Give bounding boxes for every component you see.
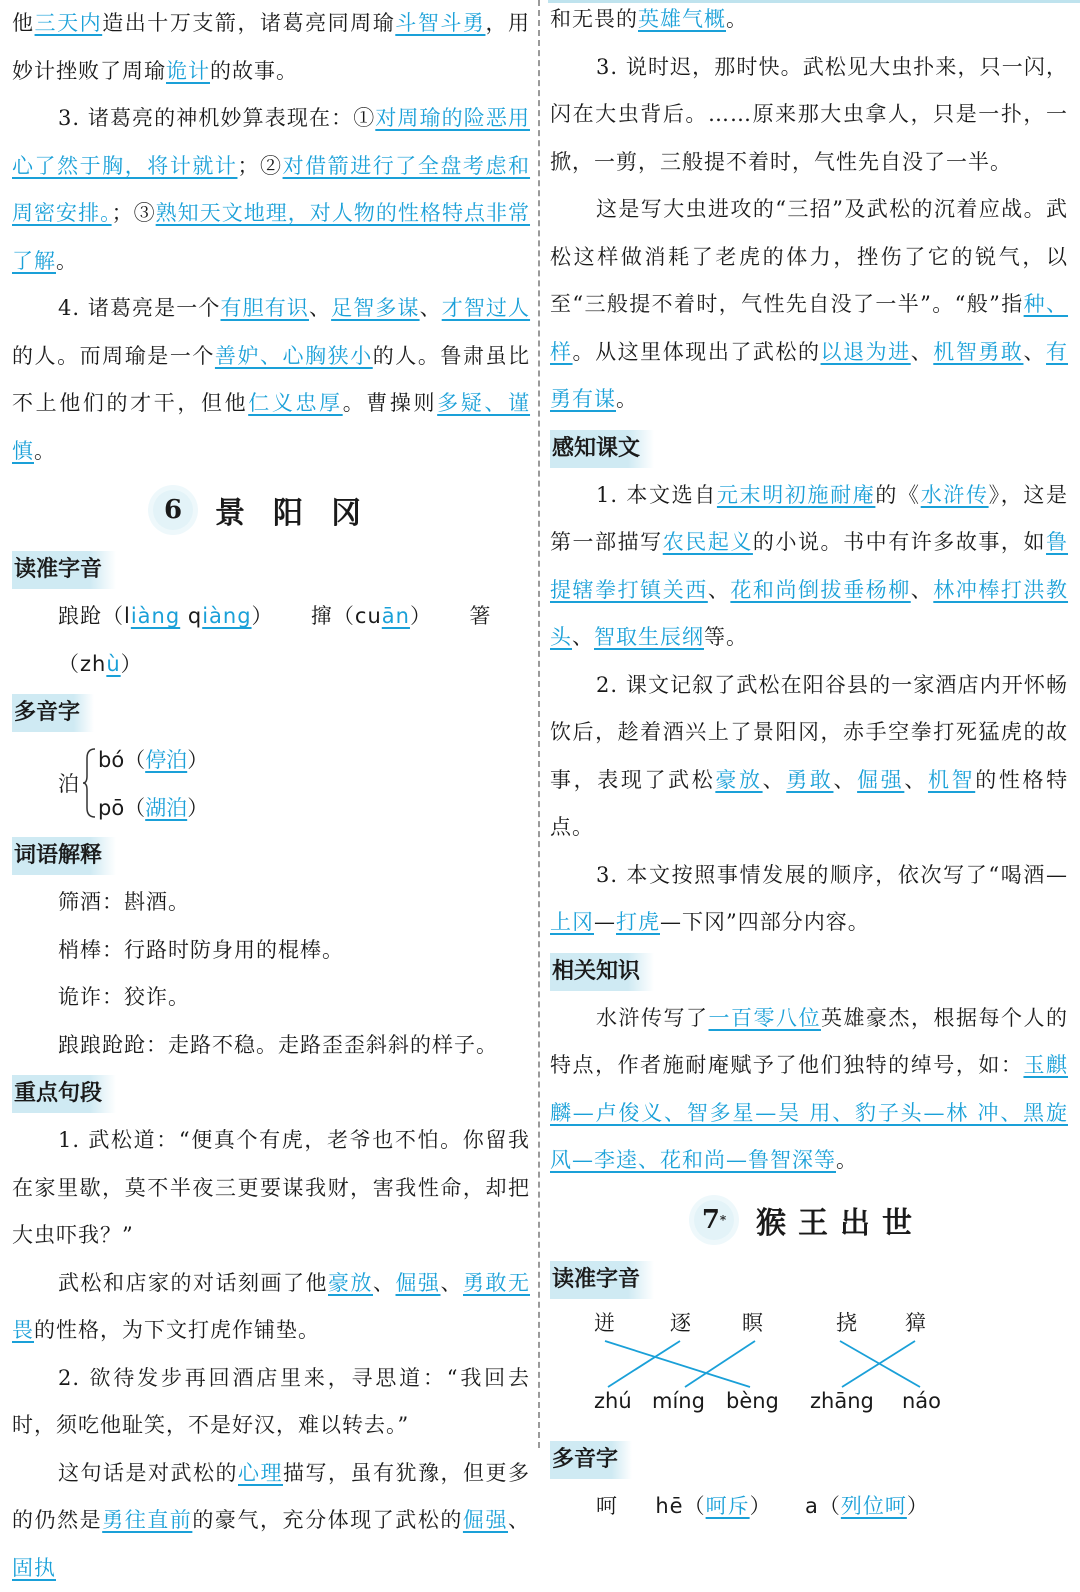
match-char: 瞑 <box>742 1307 763 1337</box>
text: 1. 本文选自 <box>596 483 717 507</box>
paragraph-item-4 <box>12 285 530 475</box>
section-heading-perceive <box>550 430 654 468</box>
answer-blank: 善妒、心胸狭小 <box>215 344 373 368</box>
text: 、 <box>373 1271 396 1295</box>
reading-1 <box>98 744 208 774</box>
answer-blank: 倔强 <box>857 768 904 792</box>
answer-blank: 倔强 <box>463 1508 508 1532</box>
text: 、 <box>708 578 731 602</box>
section-label: 相关知识 <box>552 959 640 984</box>
text: 、 <box>309 296 331 320</box>
text: 。曹操则 <box>343 391 437 415</box>
answer-blank: 湖泊 <box>145 796 187 820</box>
match-pinyin: zhú <box>594 1389 632 1413</box>
answer-blank: 对周瑜的险恶用心了然于胸，将计就计 <box>12 106 530 178</box>
answer-blank: 元末明初施耐庵 <box>717 483 875 507</box>
text: 的人。鲁肃虽比不上他们的才干，但他 <box>12 344 530 416</box>
match-char: 挠 <box>836 1307 857 1337</box>
answer-blank: 鲁提辖拳打镇关西 <box>550 530 1068 602</box>
text: q <box>180 604 202 628</box>
paragraph-item-3 <box>12 95 530 285</box>
match-char: 逐 <box>670 1307 691 1337</box>
text: ；③ <box>112 201 156 225</box>
answer-blank: 心理 <box>238 1461 283 1485</box>
text: 造出十万支箭，诸葛亮同周瑜 <box>102 11 395 35</box>
related-knowledge <box>550 995 1068 1185</box>
text: 4. 诸葛亮是一个 <box>58 296 221 320</box>
section-label: 词语解释 <box>14 843 102 868</box>
text: 。 <box>616 387 638 411</box>
answer-blank: 豪放 <box>328 1271 373 1295</box>
answer-blank: ù <box>106 652 120 676</box>
answer-blank: 林冲棒打洪教头 <box>550 578 1068 650</box>
reading-2 <box>98 792 208 822</box>
text: ） <box>750 1494 772 1518</box>
polyphone-char: 呵 <box>596 1494 618 1518</box>
section-label: 读准字音 <box>14 557 102 582</box>
lesson-name: 猴王出世 <box>756 1198 924 1242</box>
text: 这是写大虫进攻的“三招”及武松的沉着应战。武松这样做消耗了老虎的体力，挫伤了它的锐气，以至“三般提不着时，气性先自没了一半”。“般”指 <box>550 197 1068 316</box>
right-column <box>550 0 1068 1530</box>
text: 3. 诸葛亮的神机妙算表现在：① <box>58 106 375 130</box>
section-heading-polyphone-7 <box>550 1441 632 1479</box>
lesson-7-title <box>550 1185 1068 1255</box>
text: 、 <box>911 578 934 602</box>
text: hē（ <box>655 1494 705 1518</box>
lesson-number: 6 <box>164 495 182 525</box>
answer-blank: 足智多谋 <box>331 296 419 320</box>
text: 。 <box>56 249 78 273</box>
text: ） <box>121 652 143 676</box>
answer-blank: 对借箭进行了全盘考虑和周密安排。 <box>12 154 530 226</box>
text: 2. 课文记叙了武松在阳谷县的一家酒店内开怀畅饮后，趁着酒兴上了景阳冈，赤手空拳打死猛虎的故事，表现了武松 <box>550 673 1068 792</box>
answer-blank: 机智 <box>928 768 975 792</box>
polyphone-char: 泊 <box>58 768 79 798</box>
answer-blank: 斗智斗勇 <box>395 11 485 35</box>
text: 他 <box>12 11 35 35</box>
answer-blank: 勇敢无畏 <box>12 1271 530 1343</box>
answer-blank: 一百零八位 <box>709 1006 822 1030</box>
text: bó（ <box>98 748 145 772</box>
answer-blank: ān <box>382 604 410 628</box>
answer-blank: 种、样 <box>550 292 1068 364</box>
answer-blank: 玉麒麟—卢俊义、智多星—吴 用、豹子头—林 冲、黑旋风—李逵、花和尚—鲁智深等 <box>550 1053 1068 1172</box>
answer-blank: 农民起义 <box>663 530 753 554</box>
text: （cu <box>333 604 382 628</box>
polyphone-row-7 <box>550 1483 1068 1531</box>
text: 的性格，为下文打虎作铺垫。 <box>34 1318 320 1342</box>
section-label: 感知课文 <box>552 436 640 461</box>
key-passage-3: 3. 说时迟，那时快。武松见大虫扑来，只一闪，闪在大虫背后。……原来那大虫拿人，只是一扑，一掀，一剪，三般提不着时，气性先自没了一半。 <box>550 44 1068 187</box>
text: 。从这里体现出了武松的 <box>573 340 821 364</box>
paragraph-story-summary <box>12 0 530 95</box>
answer-blank: 以退为进 <box>821 340 911 364</box>
reading-1 <box>655 1494 771 1518</box>
text: 、 <box>441 1271 464 1295</box>
section-label: 读准字音 <box>552 1267 640 1292</box>
text: pō（ <box>98 796 145 820</box>
text: ，用妙计挫败了周瑜 <box>12 11 530 83</box>
text: 的《 <box>875 483 920 507</box>
match-char: 迸 <box>594 1307 615 1337</box>
answer-blank: 水浒传 <box>921 483 989 507</box>
answer-blank: 三天内 <box>35 11 103 35</box>
lesson-number-badge <box>694 1200 734 1240</box>
match-char: 獐 <box>905 1307 926 1337</box>
paragraph-continued <box>550 0 1068 44</box>
text: 描写，虽有犹豫，但更多的仍然是 <box>12 1461 530 1533</box>
answer-blank: 豪放 <box>715 768 762 792</box>
text: ） <box>907 1494 929 1518</box>
match-pinyin: zhāng <box>810 1389 874 1413</box>
text: 武松和店家的对话刻画了他 <box>58 1271 328 1295</box>
answer-blank: 诡计 <box>166 59 210 83</box>
pinyin <box>102 604 274 628</box>
pinyin <box>333 604 432 628</box>
text: 、 <box>911 340 934 364</box>
text: 、 <box>572 625 594 649</box>
text: 的小说。书中有许多故事，如 <box>753 530 1046 554</box>
lesson-name: 景阳冈 <box>215 488 389 532</box>
text: a（ <box>805 1494 841 1518</box>
answer-blank: 呵斥 <box>706 1494 750 1518</box>
word: 箸 <box>469 604 491 628</box>
word: 撺 <box>311 604 333 628</box>
answer-blank: 智取生辰纲 <box>594 625 704 649</box>
text: （l <box>102 604 131 628</box>
text: 、 <box>763 768 787 792</box>
answer-blank: iàng <box>202 604 251 628</box>
answer-blank: 花和尚倒拔垂杨柳 <box>730 578 910 602</box>
section-heading-pronunciation <box>12 551 116 589</box>
text: 的性格特点。 <box>550 768 1068 840</box>
reading-2 <box>805 1494 929 1518</box>
match-pinyin: míng <box>652 1389 705 1413</box>
text: 》，这是第一部描写 <box>550 483 1068 555</box>
answer-blank: 打虎 <box>616 910 660 934</box>
word: 踉跄 <box>58 604 102 628</box>
answer-blank: 停泊 <box>145 748 187 772</box>
answer-blank: 熟知天文地理，对人物的性格特点非常了解 <box>12 201 530 273</box>
column-divider <box>538 0 540 1448</box>
text: ；② <box>237 154 282 178</box>
lesson-number: 7 <box>702 1205 720 1235</box>
pinyin <box>58 652 143 676</box>
text: （zh <box>58 652 106 676</box>
text: 、 <box>833 768 857 792</box>
answer-blank: 倔强 <box>396 1271 441 1295</box>
text: 、 <box>508 1508 530 1532</box>
answer-blank: 勇敢 <box>786 768 833 792</box>
key-passage-3-comment <box>550 186 1068 424</box>
text: —下冈”四部分内容。 <box>660 910 870 934</box>
text: 、 <box>904 768 928 792</box>
polyphone-block <box>12 736 530 831</box>
text: 等。 <box>704 625 748 649</box>
match-pinyin: náo <box>902 1389 941 1413</box>
key-passage-2-comment <box>12 1450 530 1592</box>
text: 。 <box>836 1148 858 1172</box>
text: — <box>594 910 616 934</box>
text: 的故事。 <box>210 59 298 83</box>
answer-blank: 列位呵 <box>841 1494 907 1518</box>
text: 和无畏的 <box>550 7 638 31</box>
text: 3. 本文按照事情发展的顺序，依次写了“喝酒— <box>596 863 1068 887</box>
text: ） <box>252 604 274 628</box>
section-heading-pronunciation-7 <box>550 1261 654 1299</box>
section-heading-key-passages <box>12 1075 116 1113</box>
key-passage-1-comment <box>12 1260 530 1355</box>
section-label: 多音字 <box>552 1447 618 1472</box>
answer-blank: 有勇有谋 <box>550 340 1068 412</box>
vocab-item: 踉踉跄跄：走路不稳。走路歪歪斜斜的样子。 <box>12 1022 530 1070</box>
text: 水浒传写了 <box>596 1006 709 1030</box>
text: 、 <box>1023 340 1046 364</box>
vocab-item: 诡诈：狡诈。 <box>12 974 530 1022</box>
optional-mark: * <box>720 1213 726 1227</box>
text: 的人。而周瑜是一个 <box>12 344 215 368</box>
answer-blank: 多疑、谨慎 <box>12 391 530 463</box>
vocab-item: 梢棒：行路时防身用的棍棒。 <box>12 927 530 975</box>
text: 、 <box>420 296 442 320</box>
pronunciation-row <box>12 593 530 688</box>
perceive-item-1 <box>550 472 1068 662</box>
answer-blank: 固执 <box>12 1556 56 1580</box>
vocab-item: 筛酒：斟酒。 <box>12 879 530 927</box>
pronunciation-matching <box>550 1303 1068 1435</box>
section-heading-vocabulary <box>12 837 116 875</box>
section-heading-related <box>550 953 654 991</box>
text: ） <box>187 796 208 820</box>
text: 这句话是对武松的 <box>58 1461 238 1485</box>
text: 。 <box>34 439 56 463</box>
section-label: 多音字 <box>14 700 80 725</box>
answer-blank: 才智过人 <box>442 296 530 320</box>
section-label: 重点句段 <box>14 1081 102 1106</box>
lesson-6-title <box>12 475 530 545</box>
answer-blank: iàng <box>131 604 180 628</box>
section-heading-polyphone <box>12 694 94 732</box>
brace-icon <box>82 748 96 818</box>
answer-blank: 有胆有识 <box>221 296 309 320</box>
text: ） <box>187 748 208 772</box>
key-passage-2: 2. 欲待发步再回酒店里来，寻思道：“我回去时，须吃他耻笑，不是好汉，难以转去。” <box>12 1355 530 1450</box>
text: 的豪气，充分体现了武松的 <box>192 1508 463 1532</box>
key-passage-1: 1. 武松道：“便真个有虎，老爷也不怕。你留我在家里歇，莫不半夜三更要谋我财，害我性命，却把大虫吓我？” <box>12 1117 530 1260</box>
left-column <box>12 0 530 1592</box>
text: 英雄豪杰，根据每个人的特点，作者施耐庵赋予了他们独特的绰号，如： <box>550 1006 1068 1078</box>
perceive-item-3 <box>550 852 1068 947</box>
perceive-item-2 <box>550 662 1068 852</box>
answer-blank: 机智勇敢 <box>933 340 1023 364</box>
text: 。 <box>726 7 748 31</box>
text: ） <box>410 604 432 628</box>
lesson-number-badge <box>153 490 193 530</box>
answer-blank: 仁义忠厚 <box>248 391 342 415</box>
answer-blank: 英雄气概 <box>638 7 726 31</box>
match-pinyin: bèng <box>726 1389 779 1413</box>
answer-blank: 上冈 <box>550 910 594 934</box>
answer-blank: 勇往直前 <box>102 1508 192 1532</box>
